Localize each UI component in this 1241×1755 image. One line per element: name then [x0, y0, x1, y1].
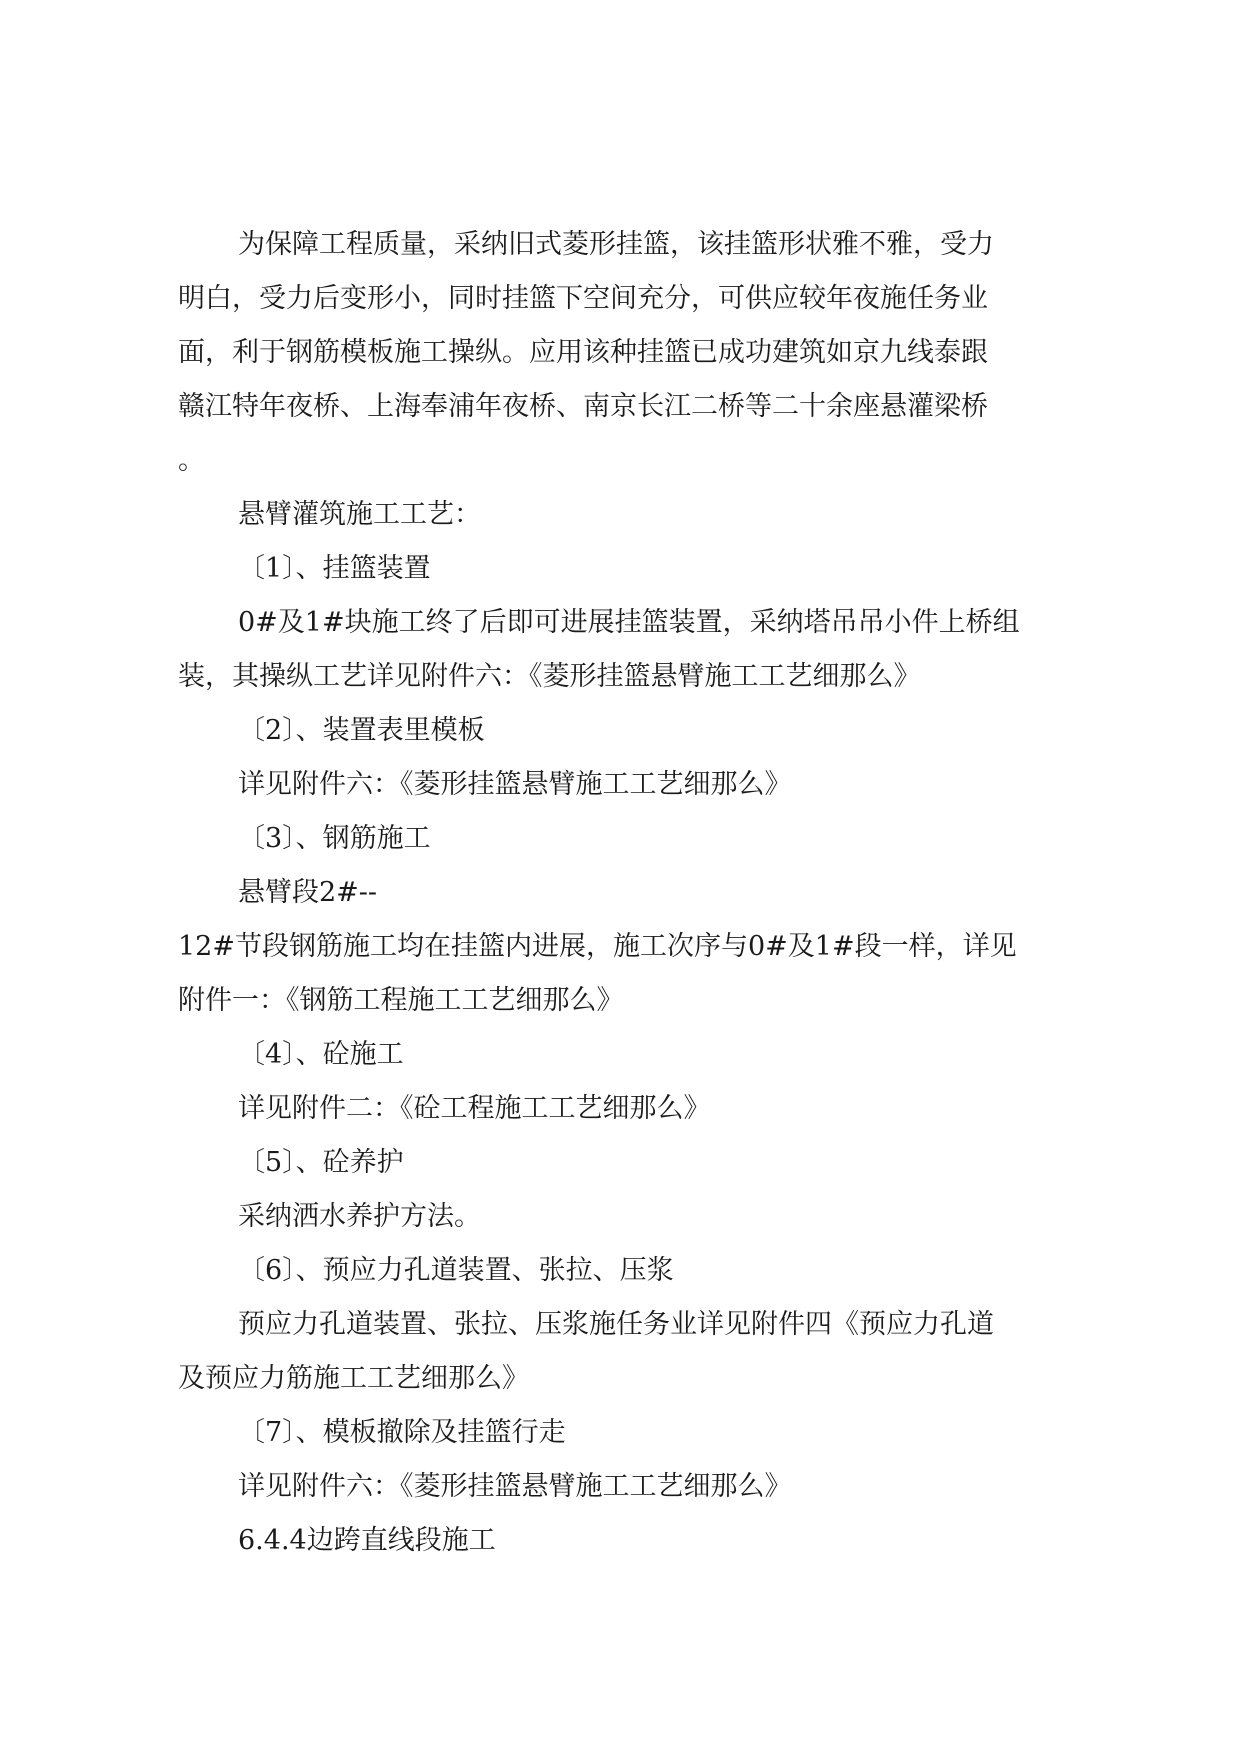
paragraph-hanging-basket-intro — [178, 218, 1064, 488]
paragraph-formwork-reference: 详见附件六：《菱形挂篮悬臂施工工艺细那么》 — [238, 769, 792, 800]
step-heading-3: 〔3〕、钢筋施工 — [238, 823, 431, 854]
text-line: 装，其操纵工艺详见附件六：《菱形挂篮悬臂施工工艺细那么》 — [178, 661, 921, 692]
text-line: 及预应力筋施工工艺细那么》 — [178, 1363, 529, 1394]
text-line: 为保障工程质量，采纳旧式菱形挂篮，该挂篮形状雅不雅，受力 — [238, 229, 994, 260]
step-heading-7: 〔7〕、模板撤除及挂篮行走 — [238, 1417, 566, 1448]
text-line: 12#节段钢筋施工均在挂篮内进展，施工次序与0#及1#段一样，详见 — [178, 931, 1017, 962]
paragraph-prestress-reference — [178, 1298, 1064, 1406]
text-line: 0#及1#块施工终了后即可进展挂篮装置，采纳塔吊吊小件上桥组 — [238, 607, 1020, 638]
step-heading-1: 〔1〕、挂篮装置 — [238, 553, 431, 584]
document-body — [178, 218, 1064, 1568]
paragraph-curing-method: 采纳洒水养护方法。 — [238, 1201, 481, 1232]
step-heading-2: 〔2〕、装置表里模板 — [238, 715, 485, 746]
paragraph-rebar-construction — [178, 866, 1064, 1028]
paragraph-removal-reference: 详见附件六：《菱形挂篮悬臂施工工艺细那么》 — [238, 1471, 792, 1502]
text-line: 面，利于钢筋模板施工操纵。应用该种挂篮已成功建筑如京九线泰跟 — [178, 337, 988, 368]
text-line: 预应力孔道装置、张拉、压浆施任务业详见附件四《预应力孔道 — [238, 1309, 994, 1340]
step-heading-4: 〔4〕、砼施工 — [238, 1039, 404, 1070]
text-line: 。 — [178, 445, 205, 476]
step-heading-6: 〔6〕、预应力孔道装置、张拉、压浆 — [238, 1255, 674, 1286]
section-heading-cantilever-process: 悬臂灌筑施工工艺： — [238, 499, 481, 530]
paragraph-basket-installation — [178, 596, 1064, 704]
text-line: 明白，受力后变形小，同时挂篮下空间充分，可供应较年夜施任务业 — [178, 283, 988, 314]
text-line: 附件一：《钢筋工程施工工艺细那么》 — [178, 985, 624, 1016]
text-line: 悬臂段2#-- — [238, 877, 378, 908]
step-heading-5: 〔5〕、砼养护 — [238, 1147, 404, 1178]
text-line: 赣江特年夜桥、上海奉浦年夜桥、南京长江二桥等二十余座悬灌梁桥 — [178, 391, 988, 422]
paragraph-concrete-reference: 详见附件二：《砼工程施工工艺细那么》 — [238, 1093, 711, 1124]
section-heading-side-span: 6.4.4边跨直线段施工 — [238, 1525, 496, 1556]
